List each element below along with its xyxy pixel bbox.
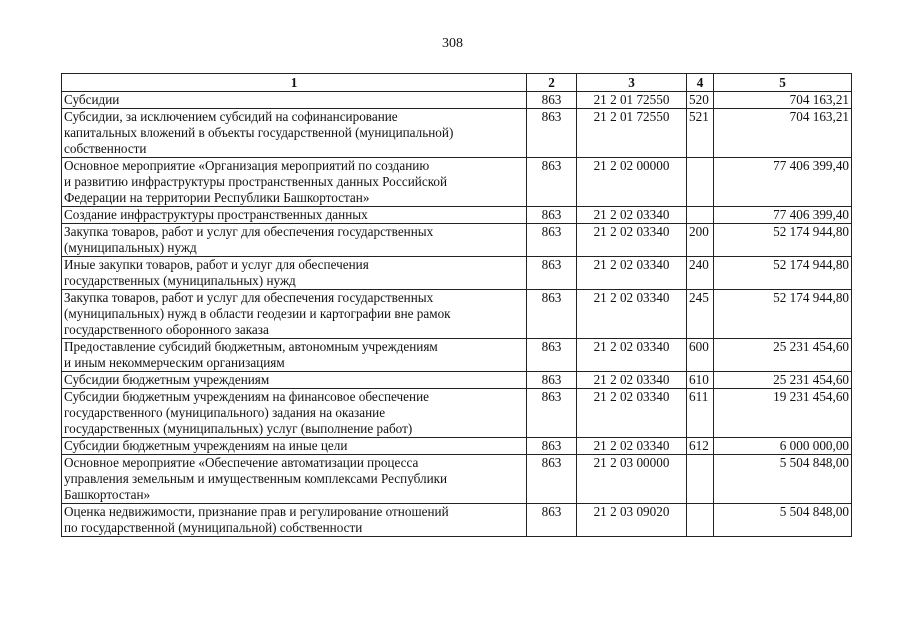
row-amount: 25 231 454,60 bbox=[714, 339, 852, 372]
row-target-code: 21 2 02 00000 bbox=[577, 158, 687, 207]
row-amount: 704 163,21 bbox=[714, 92, 852, 109]
table-row bbox=[62, 207, 852, 224]
row-amount: 77 406 399,40 bbox=[714, 207, 852, 224]
row-expense-type: 200 bbox=[687, 224, 714, 257]
row-name: Создание инфраструктуры пространственных данных bbox=[62, 207, 527, 224]
table-row bbox=[62, 389, 852, 438]
row-name: Закупка товаров, работ и услуг для обеспечения государственных (муниципальных) нужд в области геодезии и картографии вне рамок государственного оборонного заказа bbox=[62, 290, 527, 339]
row-admin-code: 863 bbox=[527, 389, 577, 438]
row-name: Закупка товаров, работ и услуг для обеспечения государственных (муниципальных) нужд bbox=[62, 224, 527, 257]
row-target-code: 21 2 02 03340 bbox=[577, 339, 687, 372]
row-target-code: 21 2 02 03340 bbox=[577, 207, 687, 224]
header-col-3: 3 bbox=[577, 74, 687, 92]
table-row bbox=[62, 438, 852, 455]
header-col-1: 1 bbox=[62, 74, 527, 92]
table-row bbox=[62, 290, 852, 339]
row-amount: 19 231 454,60 bbox=[714, 389, 852, 438]
row-amount: 5 504 848,00 bbox=[714, 504, 852, 537]
row-admin-code: 863 bbox=[527, 207, 577, 224]
table-row bbox=[62, 257, 852, 290]
table-row bbox=[62, 455, 852, 504]
row-target-code: 21 2 02 03340 bbox=[577, 438, 687, 455]
row-expense-type bbox=[687, 207, 714, 224]
table-row bbox=[62, 339, 852, 372]
row-admin-code: 863 bbox=[527, 158, 577, 207]
row-name: Основное мероприятие «Обеспечение автоматизации процесса управления земельным и имущественным комплексами Республики Башкортостан» bbox=[62, 455, 527, 504]
header-row bbox=[62, 74, 852, 92]
row-target-code: 21 2 02 03340 bbox=[577, 389, 687, 438]
header-col-5: 5 bbox=[714, 74, 852, 92]
row-admin-code: 863 bbox=[527, 438, 577, 455]
row-name: Субсидии, за исключением субсидий на софинансирование капитальных вложений в объекты государственной (муниципальной) собственности bbox=[62, 109, 527, 158]
row-expense-type: 600 bbox=[687, 339, 714, 372]
row-amount: 704 163,21 bbox=[714, 109, 852, 158]
table-row bbox=[62, 92, 852, 109]
row-target-code: 21 2 03 00000 bbox=[577, 455, 687, 504]
table-row bbox=[62, 158, 852, 207]
row-expense-type: 612 bbox=[687, 438, 714, 455]
row-name: Субсидии бюджетным учреждениям на финансовое обеспечение государственного (муниципального) задания на оказание государственных (муниципальных) услуг (выполнение работ) bbox=[62, 389, 527, 438]
row-amount: 52 174 944,80 bbox=[714, 257, 852, 290]
row-name: Субсидии bbox=[62, 92, 527, 109]
row-expense-type: 521 bbox=[687, 109, 714, 158]
row-admin-code: 863 bbox=[527, 257, 577, 290]
row-expense-type: 245 bbox=[687, 290, 714, 339]
row-admin-code: 863 bbox=[527, 290, 577, 339]
row-target-code: 21 2 01 72550 bbox=[577, 92, 687, 109]
row-target-code: 21 2 02 03340 bbox=[577, 290, 687, 339]
row-target-code: 21 2 02 03340 bbox=[577, 257, 687, 290]
row-amount: 52 174 944,80 bbox=[714, 224, 852, 257]
row-admin-code: 863 bbox=[527, 224, 577, 257]
row-expense-type bbox=[687, 455, 714, 504]
row-amount: 6 000 000,00 bbox=[714, 438, 852, 455]
table-row bbox=[62, 504, 852, 537]
row-admin-code: 863 bbox=[527, 372, 577, 389]
row-admin-code: 863 bbox=[527, 339, 577, 372]
row-admin-code: 863 bbox=[527, 92, 577, 109]
row-expense-type: 611 bbox=[687, 389, 714, 438]
row-amount: 52 174 944,80 bbox=[714, 290, 852, 339]
header-col-4: 4 bbox=[687, 74, 714, 92]
row-amount: 25 231 454,60 bbox=[714, 372, 852, 389]
row-target-code: 21 2 03 09020 bbox=[577, 504, 687, 537]
row-expense-type: 520 bbox=[687, 92, 714, 109]
row-admin-code: 863 bbox=[527, 109, 577, 158]
row-expense-type: 610 bbox=[687, 372, 714, 389]
row-name: Предоставление субсидий бюджетным, автономным учреждениям и иным некоммерческим организациям bbox=[62, 339, 527, 372]
table-row bbox=[62, 224, 852, 257]
row-name: Оценка недвижимости, признание прав и регулирование отношений по государственной (муниципальной) собственности bbox=[62, 504, 527, 537]
row-admin-code: 863 bbox=[527, 504, 577, 537]
row-name: Иные закупки товаров, работ и услуг для обеспечения государственных (муниципальных) нужд bbox=[62, 257, 527, 290]
row-expense-type: 240 bbox=[687, 257, 714, 290]
row-target-code: 21 2 02 03340 bbox=[577, 372, 687, 389]
row-name: Основное мероприятие «Организация мероприятий по созданию и развитию инфраструктуры пространственных данных Российской Федерации на территории Республики Башкортостан» bbox=[62, 158, 527, 207]
row-amount: 5 504 848,00 bbox=[714, 455, 852, 504]
table-row bbox=[62, 372, 852, 389]
page-number: 308 bbox=[442, 36, 463, 51]
row-amount: 77 406 399,40 bbox=[714, 158, 852, 207]
row-admin-code: 863 bbox=[527, 455, 577, 504]
budget-table bbox=[61, 73, 852, 537]
header-col-2: 2 bbox=[527, 74, 577, 92]
row-name: Субсидии бюджетным учреждениям bbox=[62, 372, 527, 389]
row-expense-type bbox=[687, 504, 714, 537]
row-target-code: 21 2 01 72550 bbox=[577, 109, 687, 158]
row-target-code: 21 2 02 03340 bbox=[577, 224, 687, 257]
row-expense-type bbox=[687, 158, 714, 207]
table-row bbox=[62, 109, 852, 158]
row-name: Субсидии бюджетным учреждениям на иные цели bbox=[62, 438, 527, 455]
